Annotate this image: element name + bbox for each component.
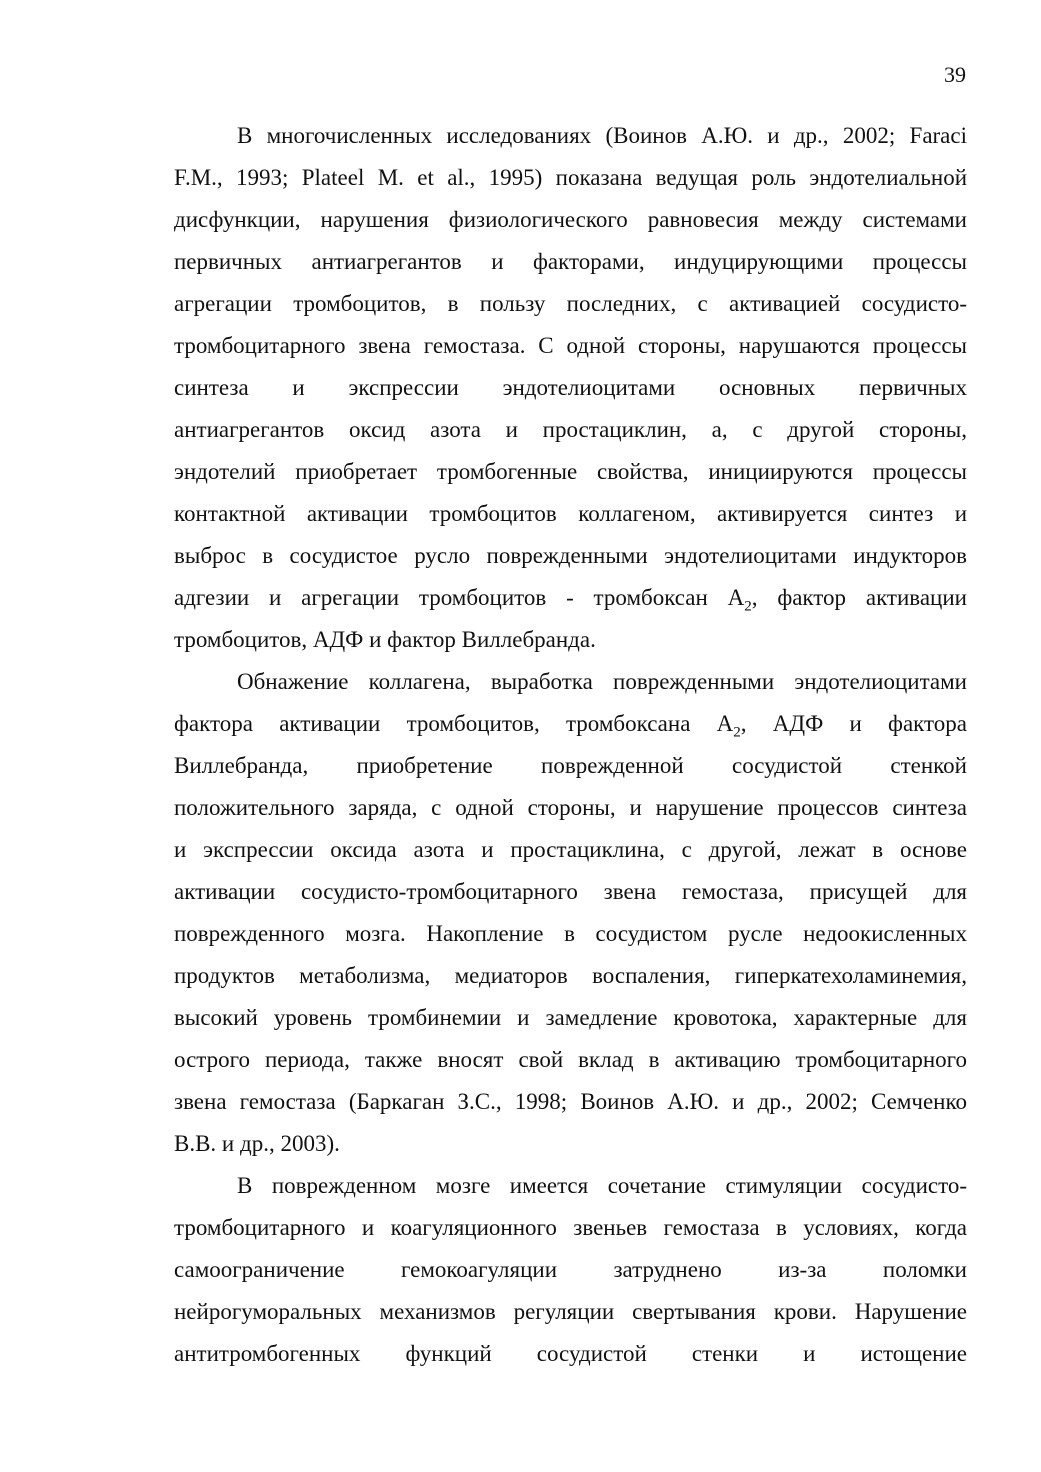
text-line: продуктов метаболизма, медиаторов воспаления, гиперкатехоламинемия, <box>174 963 967 988</box>
text-line: нейрогуморальных механизмов регуляции свертывания крови. Нарушение <box>174 1299 967 1324</box>
text-line: Виллебранда, приобретение поврежденной сосудистой стенкой <box>174 753 967 778</box>
subscript: 2 <box>733 724 741 741</box>
document-body <box>174 115 967 1375</box>
subscript: 2 <box>744 598 752 615</box>
text-line: выброс в сосудистое русло поврежденными эндотелиоцитами индукторов <box>174 543 967 568</box>
text-line: эндотелий приобретает тромбогенные свойства, инициируются процессы <box>174 459 967 484</box>
text-line: звена гемостаза (Баркаган З.С., 1998; Воинов А.Ю. и др., 2002; Семченко <box>174 1089 967 1114</box>
text-line-with-subscript <box>174 703 967 745</box>
line-text-after: , АДФ и фактора <box>740 711 967 736</box>
text-line: поврежденного мозга. Накопление в сосудистом русле недоокисленных <box>174 921 967 946</box>
text-line-with-subscript <box>174 577 967 619</box>
text-line: первичных антиагрегантов и факторами, индуцирующими процессы <box>174 249 967 274</box>
text-line: тромбоцитарного звена гемостаза. С одной стороны, нарушаются процессы <box>174 333 967 358</box>
text-line: острого периода, также вносят свой вклад в активацию тромбоцитарного <box>174 1047 967 1072</box>
text-line: активации сосудисто-тромбоцитарного звена гемостаза, присущей для <box>174 879 967 904</box>
text-line: дисфункции, нарушения физиологического равновесия между системами <box>174 207 967 232</box>
text-line: антитромбогенных функций сосудистой стенки и истощение <box>174 1341 967 1366</box>
paragraph-1 <box>174 115 967 661</box>
text-line: В поврежденном мозге имеется сочетание стимуляции сосудисто- <box>237 1173 967 1198</box>
text-line: В многочисленных исследованиях (Воинов А.Ю. и др., 2002; Faraci <box>237 123 967 148</box>
text-line: самоограничение гемокоагуляции затруднено из-за поломки <box>174 1257 967 1282</box>
text-line: F.M., 1993; Plateel M. et al., 1995) показана ведущая роль эндотелиальной <box>174 165 967 190</box>
text-line: В.В. и др., 2003). <box>174 1131 340 1156</box>
page-number: 39 <box>944 62 966 87</box>
text-line: тромбоцитов, АДФ и фактор Виллебранда. <box>174 627 596 652</box>
line-text-before: адгезии и агрегации тромбоцитов - тромбоксан А <box>174 585 745 610</box>
text-line: положительного заряда, с одной стороны, и нарушение процессов синтеза <box>174 795 967 820</box>
text-line: синтеза и экспрессии эндотелиоцитами основных первичных <box>174 375 967 400</box>
line-text-after: , фактор активации <box>751 585 967 610</box>
paragraph-2 <box>174 661 967 1165</box>
paragraph-3 <box>174 1165 967 1375</box>
line-text-before: фактора активации тромбоцитов, тромбоксана А <box>174 711 734 736</box>
text-line: Обнажение коллагена, выработка поврежденными эндотелиоцитами <box>237 669 967 694</box>
text-line: тромбоцитарного и коагуляционного звеньев гемостаза в условиях, когда <box>174 1215 967 1240</box>
text-line: антиагрегантов оксид азота и простациклин, а, с другой стороны, <box>174 417 967 442</box>
text-line: агрегации тромбоцитов, в пользу последних, с активацией сосудисто- <box>174 291 967 316</box>
text-line: высокий уровень тромбинемии и замедление кровотока, характерные для <box>174 1005 967 1030</box>
text-line: и экспрессии оксида азота и простациклина, с другой, лежат в основе <box>174 837 967 862</box>
text-line: контактной активации тромбоцитов коллагеном, активируется синтез и <box>174 501 967 526</box>
